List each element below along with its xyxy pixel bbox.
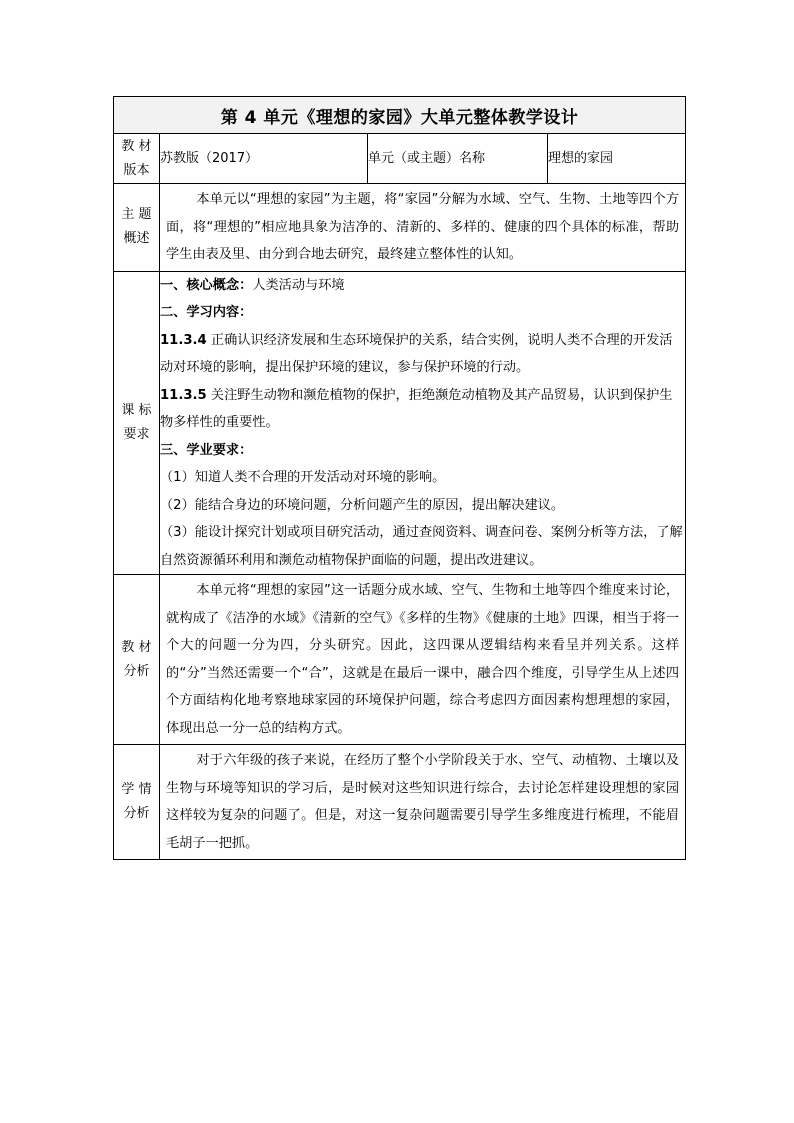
students-label-line1: 学 情 — [121, 782, 152, 797]
core-concept-line — [160, 272, 685, 300]
textbook-label-line1: 教 材 — [121, 138, 152, 154]
textbook-value: 苏教版（2017） — [160, 134, 368, 184]
standard-code: 11.3.4 — [160, 332, 207, 348]
students-cell — [160, 745, 686, 860]
material-text: 本单元将“理想的家园”这一话题分成水域、空气、生物和土地等四个维度来讨论，就构成了《洁净的水域》《清新的空气》《多样的生物》《健康的土地》四课，相当于将一个大的问题一分为四，分头研究。因此，这四课从逻辑结构来看呈并列关系。这样的“分”当然还需要一个“合”，这就是在最后一课中，融合四个维度，引导学生从上述四个方面结构化地考察地球家园的环境保护问题，综合考虑四方面因素构想理想的家园，体现出总一分一总的结构方式。 — [166, 583, 680, 736]
standards-label — [114, 271, 160, 575]
standards-label-line1: 课 标 — [121, 402, 152, 418]
overview-cell — [160, 184, 686, 272]
unit-label: 单元（或主题）名称 — [368, 134, 548, 184]
overview-label — [114, 184, 160, 272]
students-label-line2: 分析 — [123, 806, 150, 821]
standard-item — [160, 382, 685, 437]
requirement-item: （3）能设计探究计划或项目研究活动，通过查阅资料、调查问卷、案例分析等方法，了解自然资源循环利用和濒危动植物保护面临的问题，提出改进建议。 — [160, 525, 683, 568]
unit-value: 理想的家园 — [548, 134, 686, 184]
students-text: 对于六年级的孩子来说，在经历了整个小学阶段关于水、空气、动植物、土壤以及生物与环境等知识的学习后，是时候对这些知识进行综合，去讨论怎样建设理想的家园这样较为复杂的问题了。但是，对这一复杂问题需要引导学生多维度进行梳理，不能眉毛胡子一把抓。 — [166, 753, 680, 851]
core-concept-value: 人类活动与环境 — [252, 277, 345, 293]
learning-content-heading: 二、学习内容： — [160, 305, 253, 320]
core-concept-heading: 一、核心概念： — [160, 277, 253, 293]
lesson-plan-table — [113, 96, 686, 860]
requirement-item: （1）知道人类不合理的开发活动对环境的影响。 — [160, 470, 446, 485]
standard-text: 正确认识经济发展和生态环境保护的关系，结合实例，说明人类不合理的开发活动对环境的影响，提出保护环境的建议，参与保护环境的行动。 — [160, 332, 673, 375]
textbook-label — [114, 134, 160, 184]
material-cell — [160, 575, 686, 745]
textbook-label-line2: 版本 — [123, 162, 150, 178]
document-title: 第 4 单元《理想的家园》大单元整体教学设计 — [114, 97, 686, 134]
material-label — [114, 575, 160, 745]
standard-code: 11.3.5 — [160, 387, 207, 403]
overview-label-line2: 概述 — [123, 231, 150, 247]
material-label-line1: 教 材 — [121, 639, 152, 655]
standard-item — [160, 327, 685, 382]
standards-label-line2: 要求 — [123, 426, 150, 442]
overview-label-line1: 主 题 — [121, 207, 152, 223]
requirement-item: （2）能结合身边的环境问题，分析问题产生的原因，提出解决建议。 — [160, 497, 565, 513]
academic-requirement-heading: 三、学业要求： — [160, 442, 253, 458]
students-label — [114, 745, 160, 860]
overview-text: 本单元以“理想的家园”为主题，将“家园”分解为水域、空气、生物、土地等四个方面，将“理想的”相应地具象为洁净的、清新的、多样的、健康的四个具体的标准，帮助学生由表及里、由分到合地去研究，最终建立整体性的认知。 — [166, 192, 680, 262]
standard-text: 关注野生动物和濒危植物的保护，拒绝濒危动植物及其产品贸易，认识到保护生物多样性的重要性。 — [160, 387, 673, 430]
standards-cell — [160, 271, 686, 575]
material-label-line2: 分析 — [123, 663, 150, 679]
